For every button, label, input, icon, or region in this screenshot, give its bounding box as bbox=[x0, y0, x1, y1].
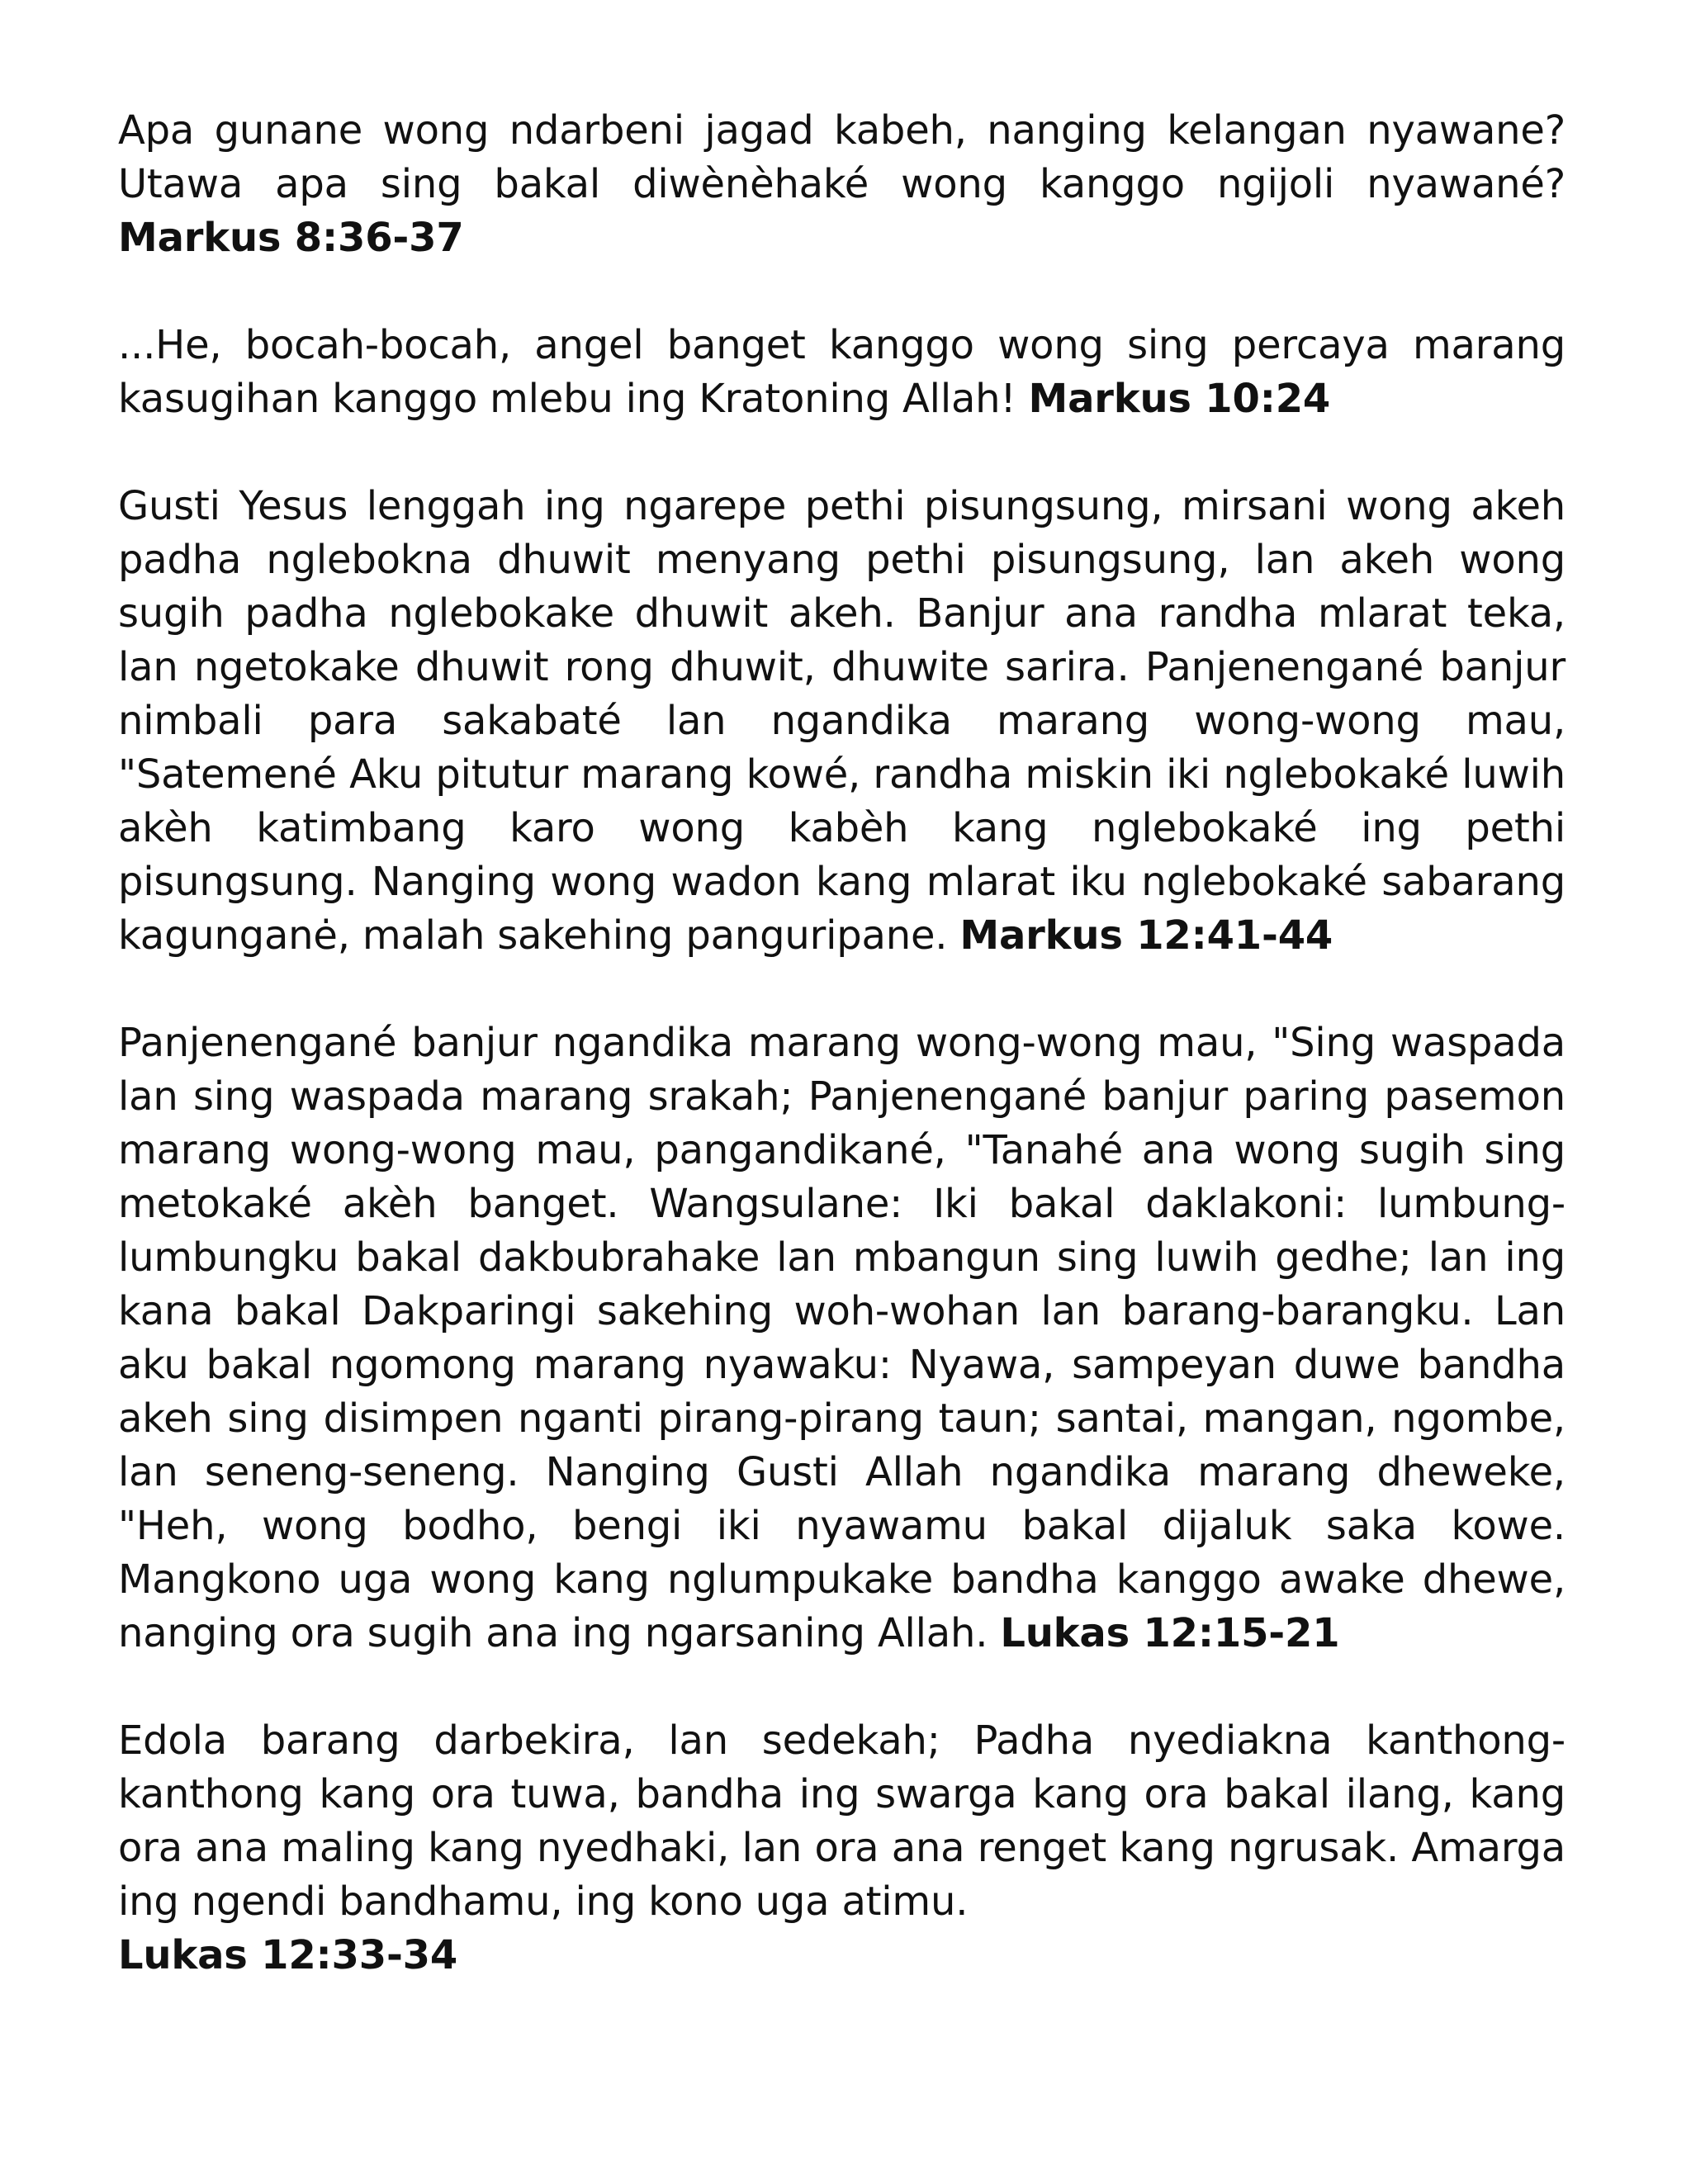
scripture-reference: Lukas 12:15-21 bbox=[1000, 1610, 1340, 1656]
scripture-reference: Markus 12:41-44 bbox=[959, 912, 1333, 959]
passage-lukas-12-15 bbox=[118, 1016, 1565, 1661]
passage-text: Apa gunane wong ndarbeni jagad kabeh, nanging kelangan nyawane? Utawa apa sing bakal diwènèhaké wong kanggo ngijoli nyawané? bbox=[118, 107, 1565, 207]
passage-lukas-12-33 bbox=[118, 1714, 1565, 1983]
scripture-reference: Markus 10:24 bbox=[1028, 376, 1331, 422]
passage-markus-8 bbox=[118, 104, 1565, 265]
passage-text: Gusti Yesus lenggah ing ngarepe pethi pisungsung, mirsani wong akeh padha nglebokna dhuwit menyang pethi pisungsung, lan akeh wong sugih padha nglebokake dhuwit akeh. Banjur ana randha mlarat teka, lan ngetokake dhuwit rong dhuwit, dhuwite sarira. Panjenengané banjur nimbali para sakabaté lan ngandika marang wong-wong mau, "Satemené Aku pitutur marang kowé, randha miskin iki nglebokaké luwih akèh katimbang karo wong kabèh kang nglebokaké ing pethi pisungsung. Nanging wong wadon kang mlarat iku nglebokaké sabarang kagunganė, malah sakehing panguripane. bbox=[118, 483, 1565, 959]
passage-text: ...He, bocah-bocah, angel banget kanggo wong sing percaya marang kasugihan kanggo mlebu ing Kratoning Allah! bbox=[118, 322, 1565, 422]
passage-markus-12 bbox=[118, 480, 1565, 963]
document-page bbox=[118, 104, 1565, 1983]
passage-markus-10 bbox=[118, 319, 1565, 426]
passage-text: Panjenengané banjur ngandika marang wong-wong mau, "Sing waspada lan sing waspada marang srakah; Panjenengané banjur paring pasemon marang wong-wong mau, pangandikané, "Tanahé ana wong sugih sing metokaké akèh banget. Wangsulane: Iki bakal daklakoni: lumbung-lumbungku bakal dakbubrahake lan mbangun sing luwih gedhe; lan ing kana bakal Dakparingi sakehing woh-wohan lan barang-barangku. Lan aku bakal ngomong marang nyawaku: Nyawa, sampeyan duwe bandha akeh sing disimpen nganti pirang-pirang taun; santai, mangan, ngombe, lan seneng-seneng. Nanging Gusti Allah ngandika marang dheweke, "Heh, wong bodho, bengi iki nyawamu bakal dijaluk saka kowe. Mangkono uga wong kang nglumpukake bandha kanggo awake dhewe, nanging ora sugih ana ing ngarsaning Allah. bbox=[118, 1020, 1565, 1656]
scripture-reference: Markus 8:36-37 bbox=[118, 215, 464, 261]
passage-text: Edola barang darbekira, lan sedekah; Padha nyediakna kanthong-kanthong kang ora tuwa, bandha ing swarga kang ora bakal ilang, kang ora ana maling kang nyedhaki, lan ora ana renget kang ngrusak. Amarga ing ngendi bandhamu, ing kono uga atimu. bbox=[118, 1717, 1565, 1925]
scripture-reference: Lukas 12:33-34 bbox=[118, 1932, 458, 1978]
